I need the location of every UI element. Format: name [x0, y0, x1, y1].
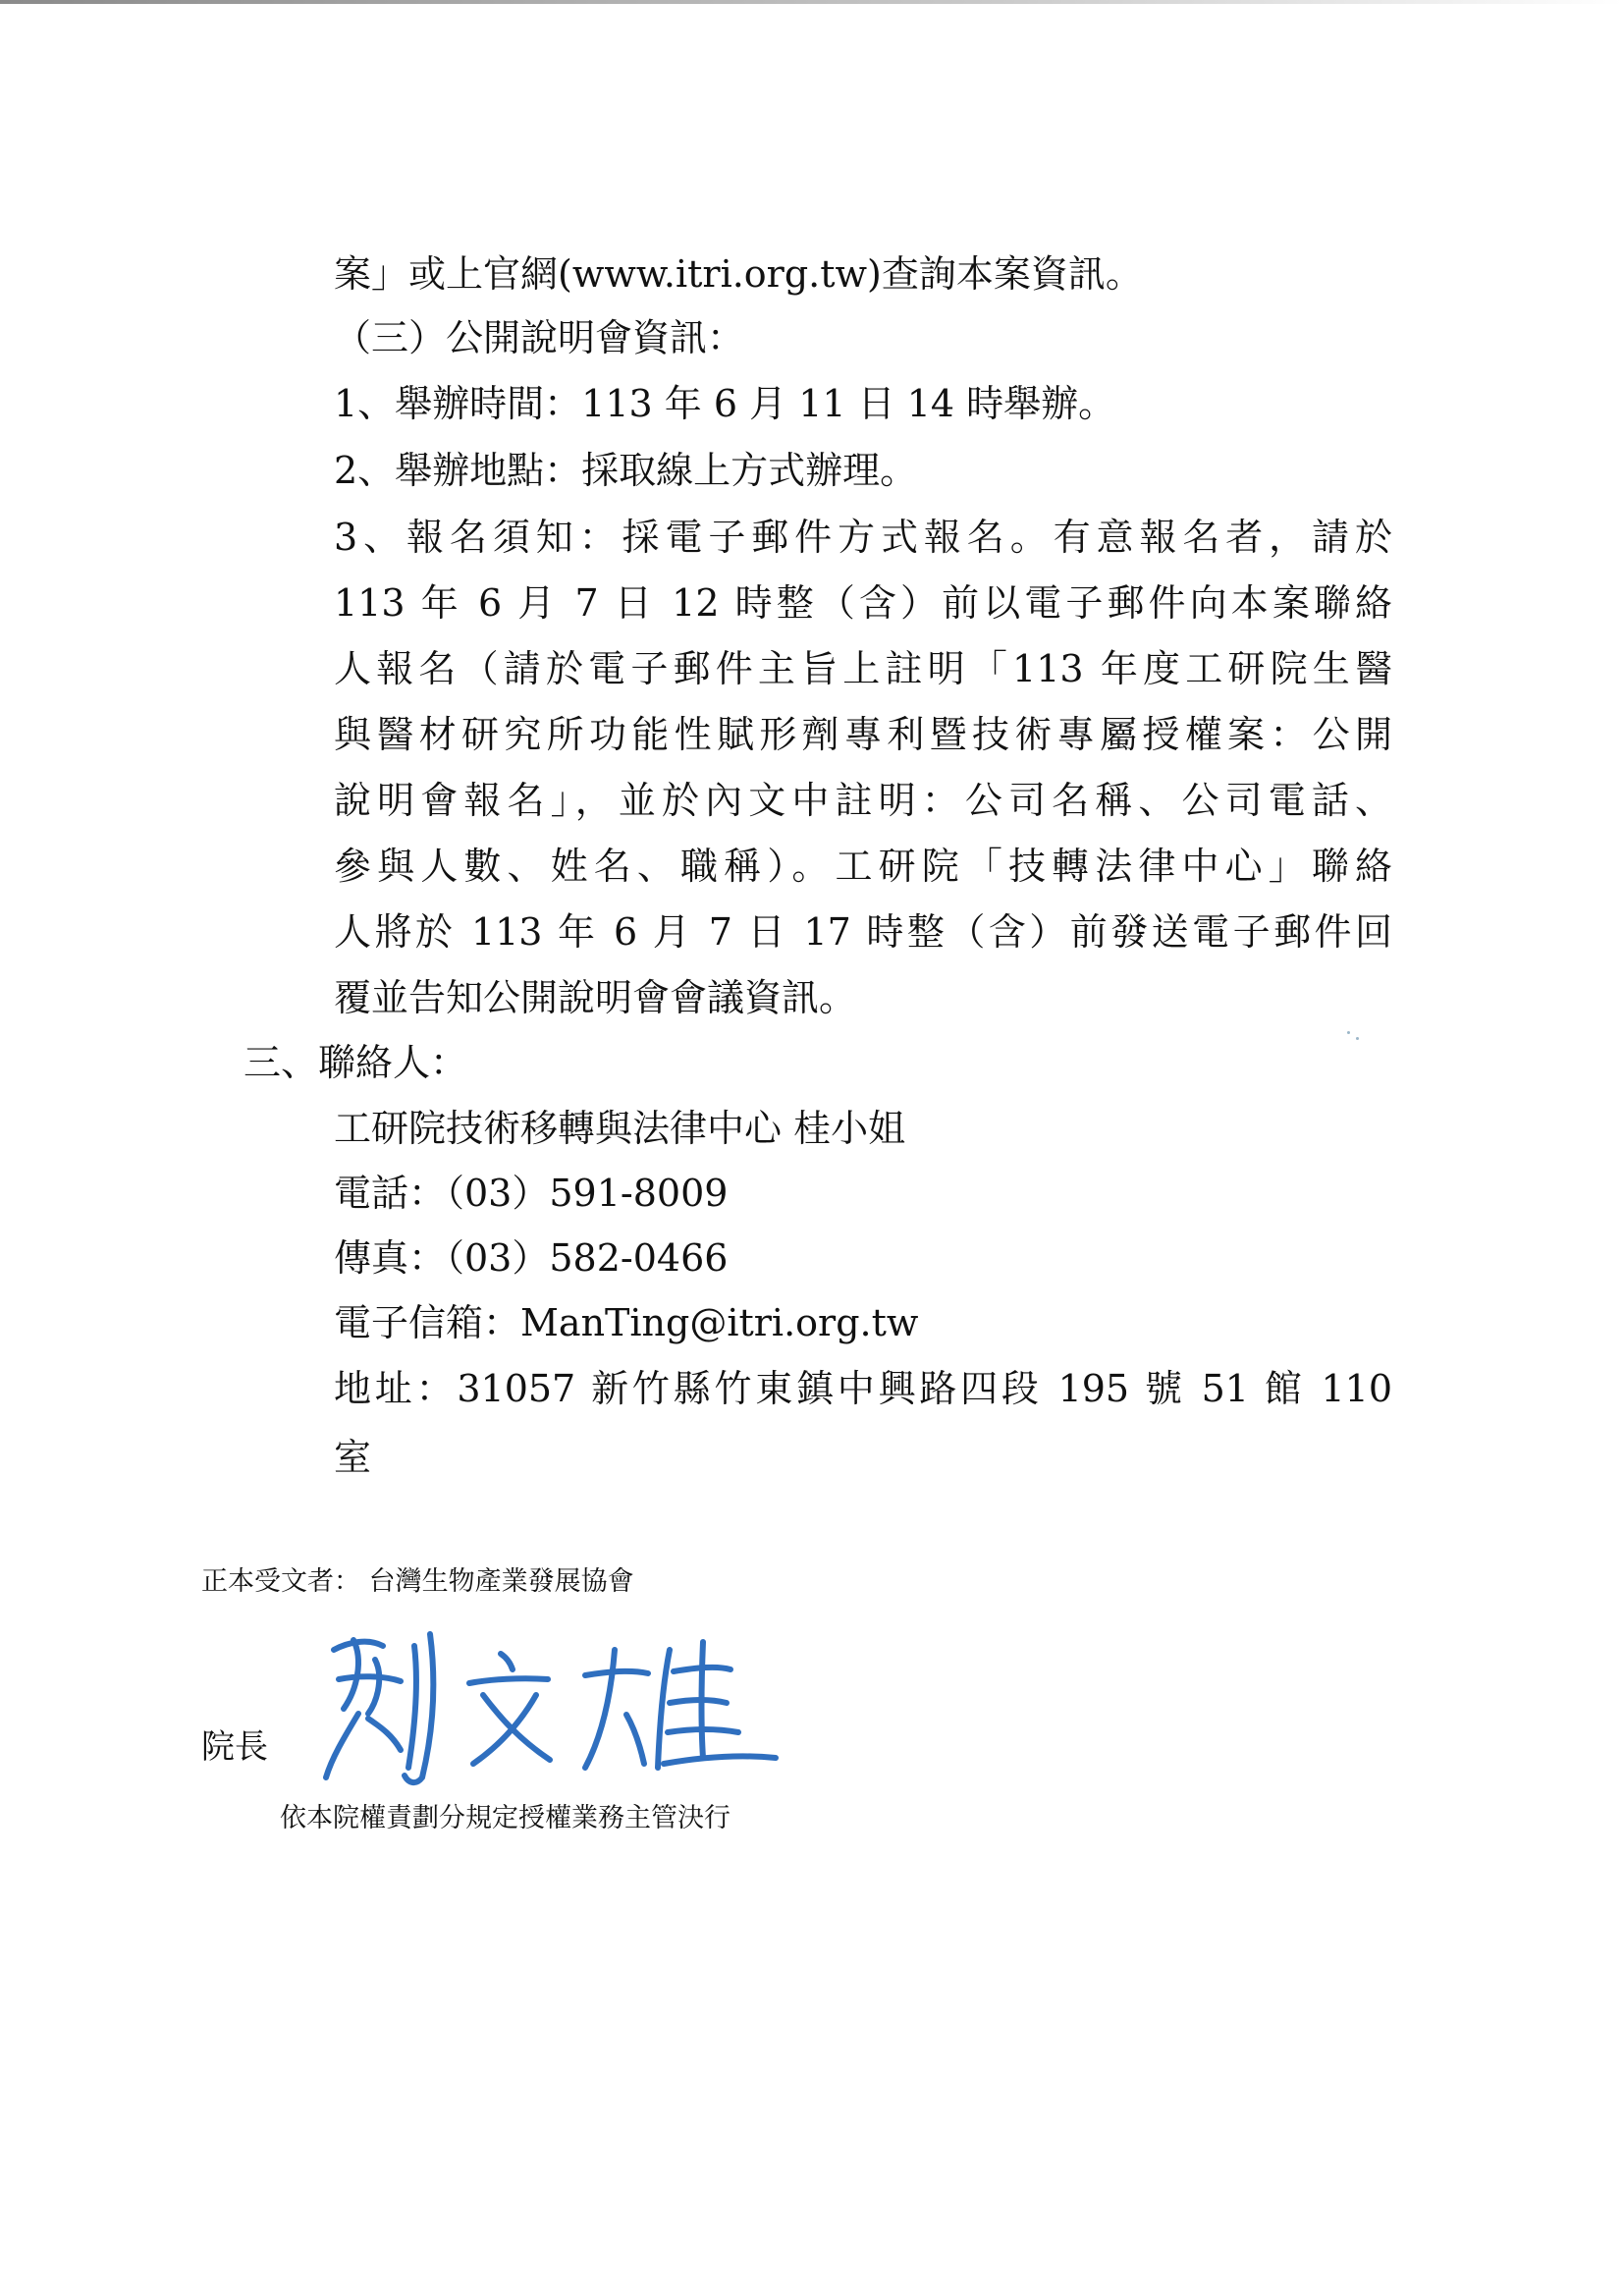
- registration-line-3: 人報名（請於電子郵件主旨上註明「113 年度工研院生醫: [334, 647, 1392, 690]
- registration-line-2: 113 年 6 月 7 日 12 時整（含）前以電子郵件向本案聯絡: [334, 581, 1392, 625]
- contact-phone: 電話：（03）591-8009: [334, 1172, 729, 1215]
- body-line-1: 案」或上官網(www.itri.org.tw)查詢本案資訊。: [334, 252, 1143, 296]
- registration-line-7: 人將於 113 年 6 月 7 日 17 時整（含）前發送電子郵件回: [334, 910, 1392, 954]
- item-registration: 3、報名須知：採電子郵件方式報名。有意報名者，請於: [334, 516, 1392, 559]
- delegation-note: 依本院權責劃分規定授權業務主管決行: [280, 1803, 730, 1833]
- contact-heading: 三、聯絡人：: [243, 1041, 468, 1084]
- contact-fax: 傳真：（03）582-0466: [334, 1236, 729, 1280]
- president-label: 院長: [201, 1727, 268, 1767]
- item-location: 2、舉辦地點：採取線上方式辦理。: [334, 449, 918, 492]
- registration-line-5: 說明會報名」，並於內文中註明：公司名稱、公司電話、: [334, 779, 1392, 822]
- item-time: 1、舉辦時間：113 年 6 月 11 日 14 時舉辦。: [334, 382, 1116, 425]
- subsection-heading: （三）公開說明會資訊：: [334, 316, 745, 359]
- scan-edge: [0, 0, 1623, 4]
- contact-email: 電子信箱：ManTing@itri.org.tw: [334, 1301, 919, 1344]
- recipient-line: 正本受文者： 台灣生物產業發展協會: [201, 1566, 634, 1597]
- contact-address-cont: 室: [334, 1436, 372, 1479]
- registration-line-4: 與醫材研究所功能性賦形劑專利暨技術專屬授權案：公開: [334, 713, 1392, 756]
- contact-address: 地址：31057 新竹縣竹東鎮中興路四段 195 號 51 館 110: [334, 1367, 1392, 1410]
- registration-line-6: 參與人數、姓名、職稱）。工研院「技轉法律中心」聯絡: [334, 845, 1392, 888]
- registration-line-8: 覆並告知公開說明會會議資訊。: [334, 976, 857, 1019]
- scan-speck: [1347, 1031, 1350, 1034]
- signature-image: [314, 1620, 785, 1797]
- contact-org: 工研院技術移轉與法律中心 桂小姐: [334, 1107, 906, 1150]
- scan-speck: [1356, 1037, 1359, 1040]
